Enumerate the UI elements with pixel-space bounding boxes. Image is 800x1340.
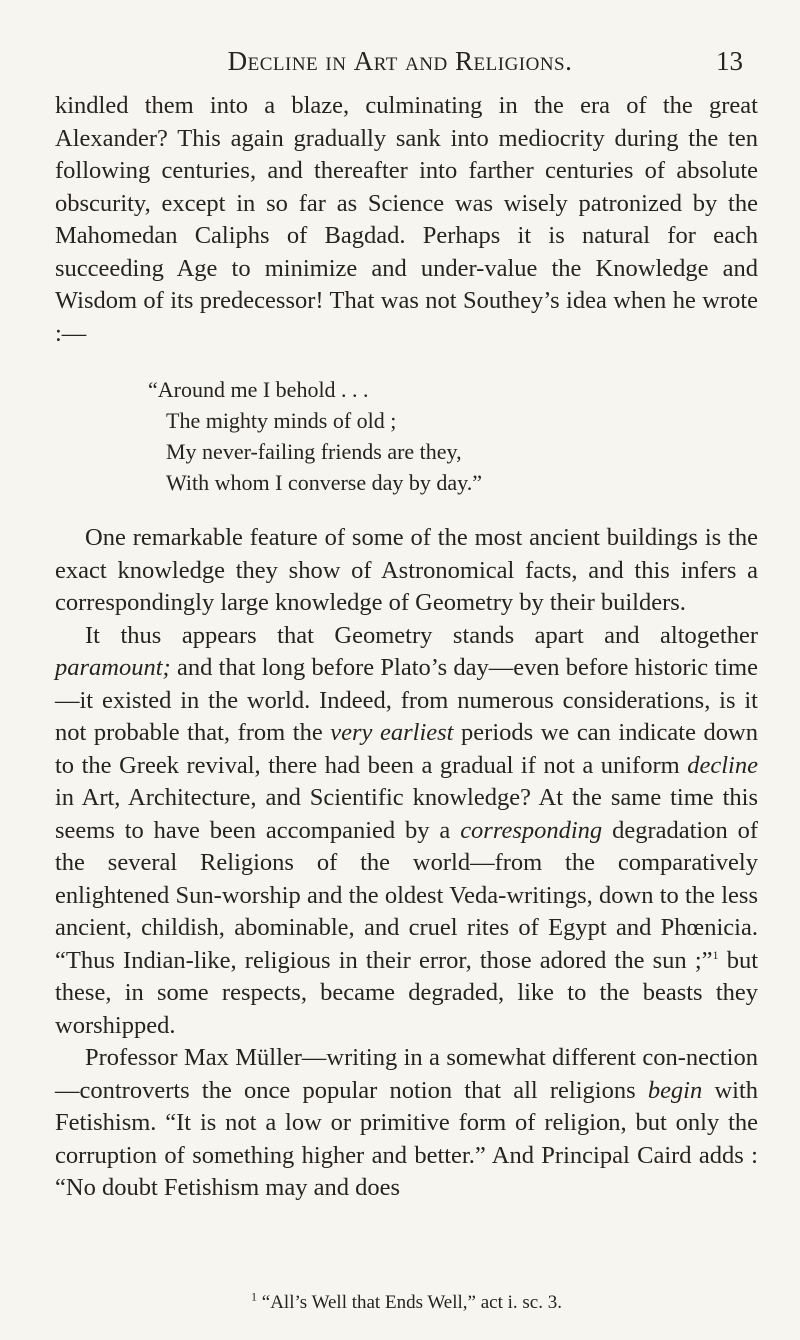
body-text xyxy=(55,90,758,1205)
italic-emphasis: begin xyxy=(647,1076,703,1104)
paragraph-3: It thus appears that Geometry stands apart and altogether paramount; and that long before Plato’s day—even before historic time—it existed in the world. Indeed, from numerous considerations, is it not probable that, from the very earliest periods we can indicate down to the Greek revival, there had been a gradual if not a uniform decline in Art, Architecture, and Scientific knowledge? At the same time this seems to have been accompanied by a corresponding degradation of the several Religions of the world—from the comparatively enlightened Sun-worship and the oldest Veda-writings, down to the less ancient, childish, abominable, and cruel rites of Egypt and Phœnicia. “Thus Indian-like, religious in their error, those adored the sun ;”$^1$ but these, in some respects, became degraded, like to the beasts they worshipped. xyxy=(55,621,758,1039)
footnote-reference: 1 xyxy=(712,947,719,962)
italic-emphasis: paramount; xyxy=(55,654,171,681)
poem-quotation xyxy=(148,374,758,498)
paragraph-4: Professor Max Müller—writing in a somewhat different con-nection—controverts the once popular notion that all religions begin with Fetishism. “It is not a low or primitive form of religion, but only the corruption of something higher and better.” And Principal Caird adds : “No doubt Fetishism may and does xyxy=(55,1044,758,1201)
footnote: $^1$ “All’s Well that Ends Well,” act i. sc. 3. xyxy=(251,1289,562,1313)
poem-line: With whom I converse day by day.” xyxy=(166,470,482,495)
paragraph-2: One remarkable feature of some of the most ancient buildings is the exact knowledge they show of Astronomical facts, and this infers a correspondingly large knowledge of Geometry by their builders. xyxy=(55,524,758,616)
footnote-marker: 1 xyxy=(251,1289,258,1304)
italic-emphasis: corresponding xyxy=(460,816,603,844)
page-header xyxy=(0,46,800,82)
italic-emphasis: very earliest xyxy=(330,719,454,746)
paragraph-1: kindled them into a blaze, culminating in the era of the great Alexander? This again gradually sank into mediocrity during the ten following centuries, and thereafter into farther centuries of absolute obscurity, except in so far as Science was wisely patronized by the Mahomedan Caliphs of Bagdad. Perhaps it is natural for each succeeding Age to minimize and under-value the Knowledge and Wisdom of its predecessor! That was not Southey’s idea when he wrote :— xyxy=(55,92,758,347)
italic-emphasis: decline xyxy=(687,751,758,779)
poem-line: “Around me I behold . . . xyxy=(148,377,369,402)
page-number: 13 xyxy=(716,46,743,76)
poem-line: The mighty minds of old ; xyxy=(166,408,397,433)
running-head: Decline in Art and Religions. xyxy=(227,46,573,76)
poem-line: My never-failing friends are they, xyxy=(166,439,462,464)
